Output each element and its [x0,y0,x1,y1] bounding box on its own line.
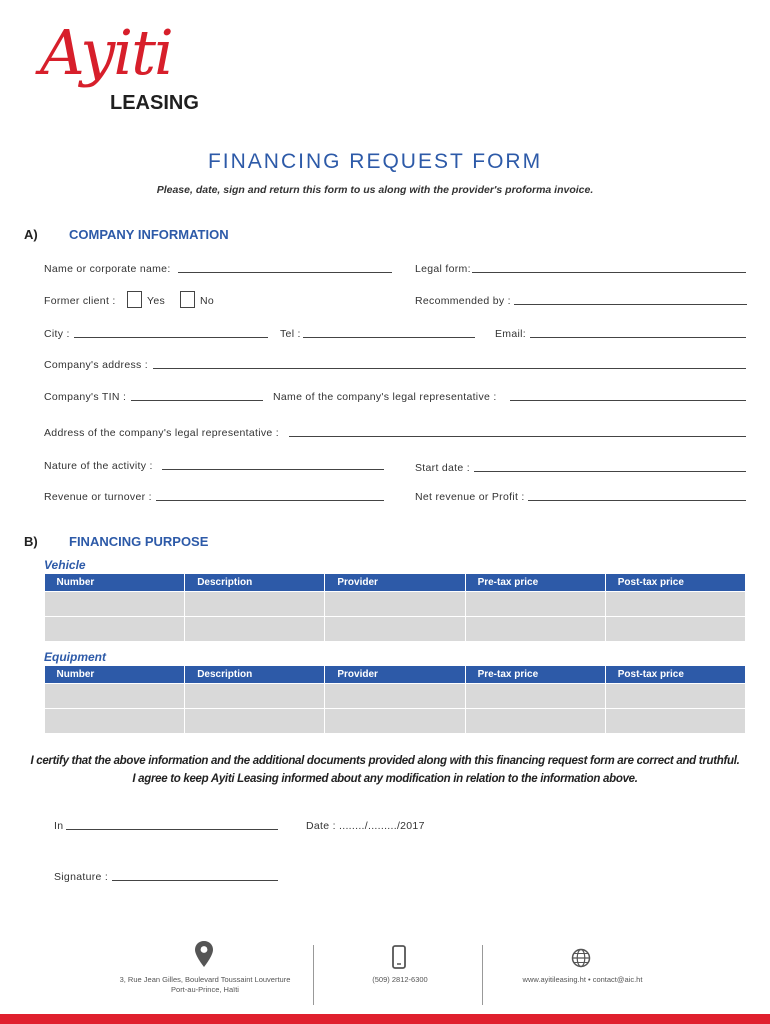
address-label: Company's address : [44,359,148,371]
section-b-title: FINANCING PURPOSE [69,534,209,549]
table-cell[interactable] [45,592,185,617]
table-cell[interactable] [185,617,325,642]
equipment-col-number: Number [45,666,185,684]
form-title: FINANCING REQUEST FORM [207,150,543,173]
table-row [45,709,746,734]
legal-rep-name-label: Name of the company's legal representative : [273,391,497,403]
logo-leasing: LEASING [110,92,199,114]
section-a-letter: A) [24,227,38,242]
table-cell[interactable] [45,684,185,709]
table-cell[interactable] [325,617,465,642]
vehicle-table [44,574,746,642]
phone-icon [392,945,406,969]
table-cell[interactable] [185,684,325,709]
name-label: Name or corporate name: [44,263,171,275]
footer-separator [482,945,483,1005]
no-label: No [200,295,215,307]
vehicle-col-provider: Provider [325,574,465,592]
in-field[interactable] [66,829,278,830]
table-cell[interactable] [605,709,745,734]
revenue-label: Revenue or turnover : [44,491,152,503]
table-cell[interactable] [465,592,605,617]
in-label: In [54,820,64,832]
tin-label: Company's TIN : [44,391,127,403]
yes-label: Yes [147,295,166,307]
tin-field[interactable] [131,400,263,401]
table-row [45,617,746,642]
certification-line-1: I certify that the above information and the additional documents provided along with this financing request form are correct and truthful. [30,755,740,767]
table-cell[interactable] [185,709,325,734]
table-cell[interactable] [185,592,325,617]
net-revenue-field[interactable] [528,500,746,501]
table-cell[interactable] [465,684,605,709]
table-cell[interactable] [325,592,465,617]
date-label: Date : ......../........./2017 [306,820,425,832]
table-cell[interactable] [605,617,745,642]
table-cell[interactable] [45,617,185,642]
email-label: Email: [495,328,526,340]
start-date-label: Start date : [415,462,470,474]
recommended-by-label: Recommended by : [415,295,511,307]
signature-field[interactable] [112,880,278,881]
table-cell[interactable] [605,592,745,617]
legal-form-label: Legal form: [415,263,471,275]
vehicle-col-number: Number [45,574,185,592]
city-label: City : [44,328,70,340]
email-field[interactable] [530,337,746,338]
equipment-col-description: Description [185,666,325,684]
footer-phone: (509) 2812-6300 [372,975,428,984]
former-client-yes-checkbox[interactable] [127,291,142,308]
form-subtitle: Please, date, sign and return this form to us along with the provider's proforma invoice. [156,184,594,196]
table-row [45,684,746,709]
equipment-col-provider: Provider [325,666,465,684]
footer-separator [313,945,314,1005]
legal-rep-address-label: Address of the company's legal representative : [44,427,279,439]
table-cell[interactable] [325,709,465,734]
globe-icon [571,948,591,968]
name-field[interactable] [178,272,392,273]
vehicle-col-pretax: Pre-tax price [465,574,605,592]
vehicle-col-description: Description [185,574,325,592]
vehicle-col-posttax: Post-tax price [605,574,745,592]
equipment-col-posttax: Post-tax price [605,666,745,684]
address-field[interactable] [153,368,746,369]
table-row [45,592,746,617]
equipment-heading: Equipment [44,650,106,664]
footer-web[interactable]: www.ayitileasing.ht • contact@aic.ht [522,975,643,984]
start-date-field[interactable] [474,471,746,472]
footer-address-line-1: 3, Rue Jean Gilles, Boulevard Toussaint Louverture [119,975,291,984]
footer-red-bar [0,1014,770,1024]
equipment-table [44,666,746,734]
activity-field[interactable] [162,469,384,470]
activity-label: Nature of the activity : [44,460,153,472]
recommended-by-field[interactable] [514,304,747,305]
revenue-field[interactable] [156,500,384,501]
table-cell[interactable] [325,684,465,709]
equipment-col-pretax: Pre-tax price [465,666,605,684]
former-client-label: Former client : [44,295,116,307]
former-client-no-checkbox[interactable] [180,291,195,308]
section-b-letter: B) [24,534,38,549]
legal-rep-address-field[interactable] [289,436,746,437]
table-cell[interactable] [465,617,605,642]
location-pin-icon [195,941,213,967]
signature-label: Signature : [54,871,109,883]
vehicle-heading: Vehicle [44,558,86,572]
table-cell[interactable] [45,709,185,734]
certification-line-2: I agree to keep Ayiti Leasing informed about any modification in relation to the information above. [132,773,638,785]
tel-label: Tel : [280,328,301,340]
legal-form-field[interactable] [472,272,746,273]
footer-address [100,975,310,995]
net-revenue-label: Net revenue or Profit : [415,491,525,503]
logo-ayiti: Ayiti [40,16,172,89]
city-field[interactable] [74,337,268,338]
table-cell[interactable] [465,709,605,734]
table-cell[interactable] [605,684,745,709]
legal-rep-name-field[interactable] [510,400,746,401]
section-a-title: COMPANY INFORMATION [69,227,229,242]
tel-field[interactable] [303,337,475,338]
footer-address-line-2: Port-au-Prince, Haïti [171,985,239,994]
